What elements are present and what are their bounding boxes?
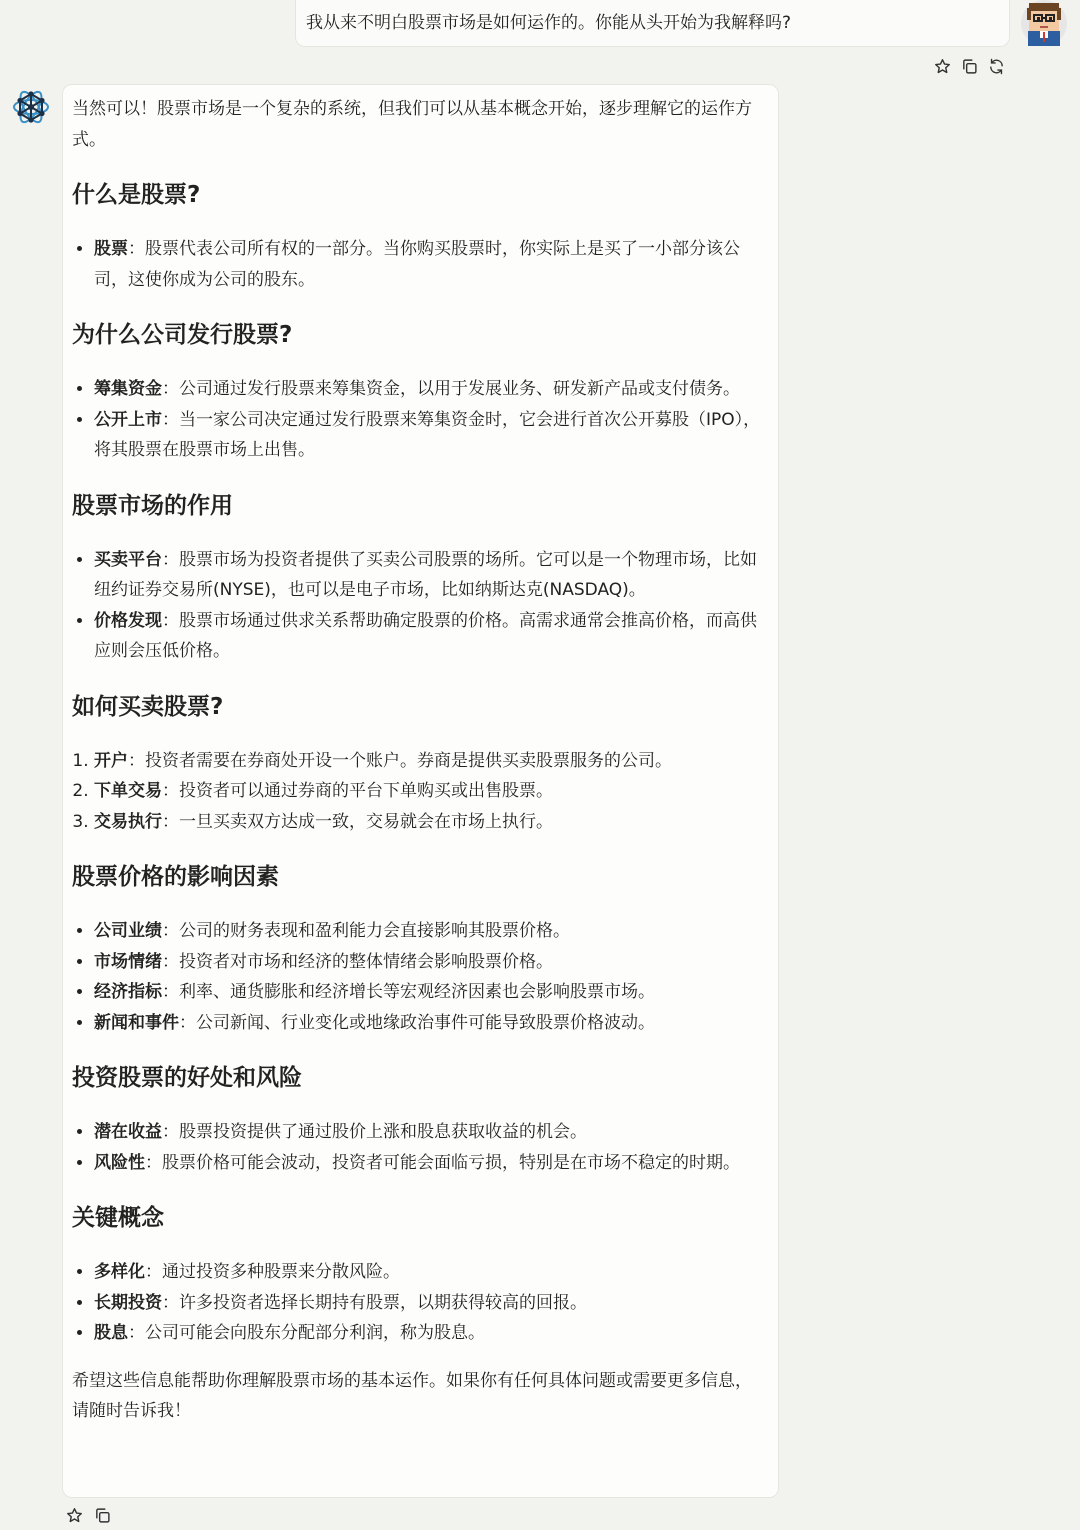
list-item bbox=[94, 776, 768, 807]
list-item-text: ：利率、通货膨胀和经济增长等宏观经济因素也会影响股票市场。 bbox=[162, 982, 655, 1002]
section-heading: 股票价格的影响因素 bbox=[72, 864, 279, 890]
list-item bbox=[94, 1148, 768, 1179]
list-item-text: ：股票市场通过供求关系帮助确定股票的价格。高需求通常会推高价格，而高供应则会压低价格。 bbox=[94, 610, 757, 661]
list-item bbox=[94, 545, 768, 606]
list-item-term: 多样化 bbox=[94, 1262, 145, 1282]
list-item-text: ：股票价格可能会波动，投资者可能会面临亏损，特别是在市场不稳定的时期。 bbox=[145, 1152, 740, 1173]
list-item bbox=[94, 977, 768, 1008]
list-item-term: 股票 bbox=[94, 239, 128, 259]
list-item-text: ：许多投资者选择长期持有股票，以期获得较高的回报。 bbox=[162, 1292, 587, 1313]
list-item bbox=[94, 1288, 768, 1319]
numbered-list bbox=[72, 746, 768, 838]
assistant-avatar bbox=[10, 86, 52, 128]
copy-icon[interactable] bbox=[960, 57, 979, 76]
section-heading: 投资股票的好处和风险 bbox=[72, 1065, 302, 1091]
regenerate-icon[interactable] bbox=[987, 57, 1006, 76]
list-item-text: ：投资者对市场和经济的整体情绪会影响股票价格。 bbox=[162, 951, 553, 972]
bullet-list bbox=[72, 545, 768, 667]
list-item-term: 交易执行 bbox=[94, 811, 162, 832]
section-heading: 为什么公司发行股票? bbox=[72, 322, 293, 348]
list-item bbox=[94, 234, 768, 295]
list-item-term: 开户 bbox=[94, 750, 128, 771]
assistant-outro: 希望这些信息能帮助你理解股票市场的基本运作。如果你有任何具体问题或需要更多信息，请随时告诉我！ bbox=[72, 1370, 752, 1421]
list-item-text: ：公司可能会向股东分配部分利润，称为股息。 bbox=[128, 1323, 485, 1343]
section-heading: 关键概念 bbox=[72, 1205, 164, 1231]
bullet-list bbox=[72, 234, 768, 295]
assistant-intro: 当然可以！股票市场是一个复杂的系统，但我们可以从基本概念开始，逐步理解它的运作方式。 bbox=[72, 99, 752, 150]
list-item-text: ：投资者可以通过券商的平台下单购买或出售股票。 bbox=[162, 781, 553, 801]
bullet-list bbox=[72, 916, 768, 1038]
list-item-term: 经济指标 bbox=[94, 982, 162, 1002]
section-heading: 股票市场的作用 bbox=[72, 492, 233, 519]
bullet-list bbox=[72, 1117, 768, 1178]
pixel-avatar-icon bbox=[1021, 0, 1067, 46]
assistant-sections bbox=[72, 155, 768, 1349]
star-icon[interactable] bbox=[65, 1506, 84, 1525]
user-message-text: 我从来不明白股票市场是如何运作的。你能从头开始为我解释吗? bbox=[306, 13, 792, 33]
bullet-list bbox=[72, 1257, 768, 1349]
list-item-term: 股息 bbox=[94, 1323, 128, 1343]
list-item bbox=[94, 606, 768, 667]
list-item-text: ：公司新闻、行业变化或地缘政治事件可能导致股票价格波动。 bbox=[179, 1012, 655, 1033]
list-item-text: ：当一家公司决定通过发行股票来筹集资金时，它会进行首次公开募股（IPO），将其股票在股票市场上出售。 bbox=[94, 409, 761, 460]
list-item bbox=[94, 1257, 768, 1288]
list-item-text: ：一旦买卖双方达成一致，交易就会在市场上执行。 bbox=[162, 811, 553, 832]
user-message-actions bbox=[933, 57, 1006, 76]
list-item-term: 下单交易 bbox=[94, 781, 162, 801]
list-item bbox=[94, 374, 768, 405]
list-item bbox=[94, 405, 768, 466]
list-item-term: 筹集资金 bbox=[94, 379, 162, 399]
list-item-term: 公开上市 bbox=[94, 409, 162, 430]
list-item-text: ：公司通过发行股票来筹集资金，以用于发展业务、研发新产品或支付债务。 bbox=[162, 379, 740, 399]
assistant-message-actions bbox=[65, 1506, 112, 1525]
section-heading: 如何买卖股票? bbox=[72, 693, 224, 720]
list-item-term: 长期投资 bbox=[94, 1292, 162, 1313]
list-item-term: 风险性 bbox=[94, 1152, 145, 1173]
list-item bbox=[94, 807, 768, 838]
list-item-text: ：通过投资多种股票来分散风险。 bbox=[145, 1262, 400, 1282]
list-item-text: ：公司的财务表现和盈利能力会直接影响其股票价格。 bbox=[162, 921, 570, 941]
copy-icon[interactable] bbox=[93, 1506, 112, 1525]
list-item bbox=[94, 746, 768, 777]
list-item-term: 买卖平台 bbox=[94, 549, 162, 570]
list-item bbox=[94, 1117, 768, 1148]
user-avatar bbox=[1021, 0, 1067, 46]
list-item-term: 价格发现 bbox=[94, 610, 162, 631]
list-item-text: ：投资者需要在券商处开设一个账户。券商是提供买卖股票服务的公司。 bbox=[128, 750, 672, 771]
star-icon[interactable] bbox=[933, 57, 952, 76]
atom-logo-icon bbox=[10, 86, 52, 128]
list-item-text: ：股票市场为投资者提供了买卖公司股票的场所。它可以是一个物理市场，比如纽约证券交易所(NYSE)，也可以是电子市场，比如纳斯达克(NASDAQ)。 bbox=[94, 549, 757, 600]
list-item-term: 新闻和事件 bbox=[94, 1012, 179, 1033]
bullet-list bbox=[72, 374, 768, 466]
list-item-term: 市场情绪 bbox=[94, 951, 162, 972]
list-item-term: 潜在收益 bbox=[94, 1122, 162, 1142]
list-item-text: ：股票投资提供了通过股价上涨和股息获取收益的机会。 bbox=[162, 1122, 587, 1142]
list-item bbox=[94, 1008, 768, 1039]
list-item bbox=[94, 947, 768, 978]
list-item bbox=[94, 1318, 768, 1349]
list-item-term: 公司业绩 bbox=[94, 921, 162, 941]
list-item-text: ：股票代表公司所有权的一部分。当你购买股票时，你实际上是买了一小部分该公司，这使你成为公司的股东。 bbox=[94, 239, 740, 290]
user-message-bubble bbox=[295, 0, 1010, 47]
list-item bbox=[94, 916, 768, 947]
assistant-message-card bbox=[62, 84, 779, 1498]
section-heading: 什么是股票? bbox=[72, 182, 201, 208]
